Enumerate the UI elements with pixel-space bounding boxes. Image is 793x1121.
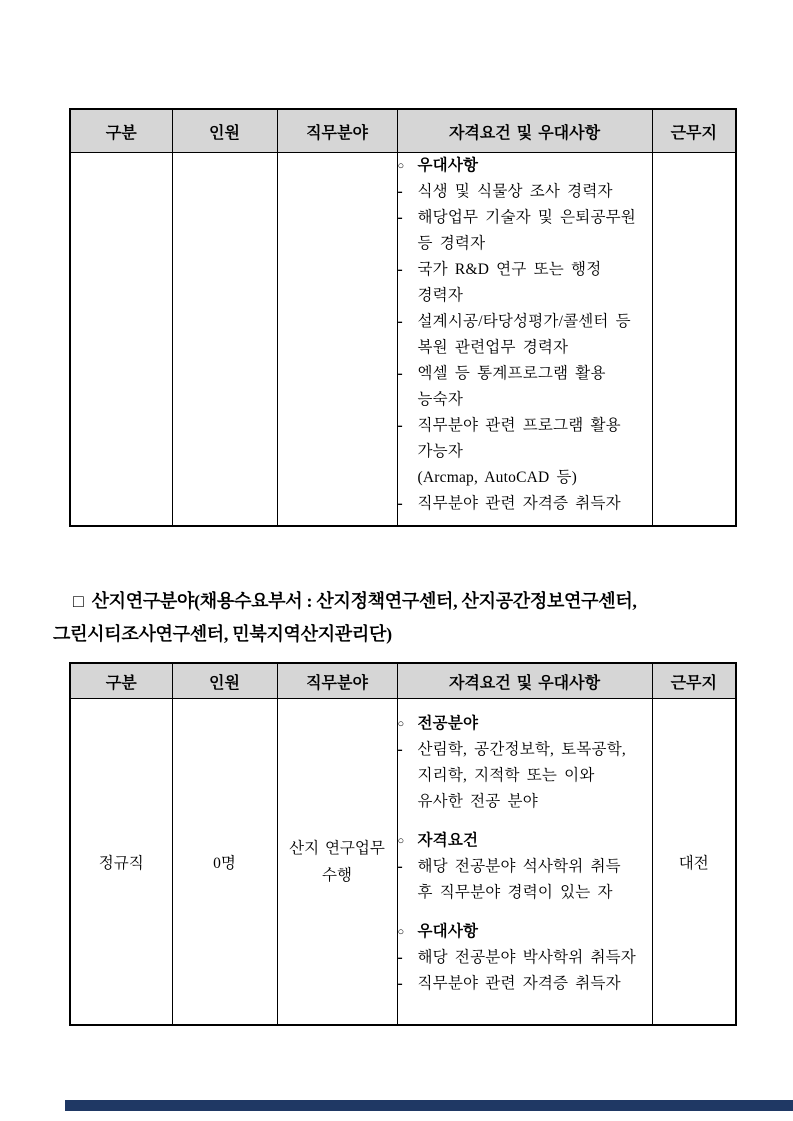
qual-line: - 해당 전공분야 석사학위 취득 xyxy=(398,854,652,880)
dash-marker: - xyxy=(397,417,403,434)
table-header-row xyxy=(70,663,736,699)
col-header-qualifications: 자격요건 및 우대사항 xyxy=(397,663,652,699)
qual-line: - 해당 전공분야 박사학위 취득자 xyxy=(398,945,652,971)
qual-line: - 해당업무 기술자 및 은퇴공무원 xyxy=(398,205,652,231)
duty-cell xyxy=(277,153,397,527)
square-bullet-icon: □ xyxy=(73,591,84,611)
qual-section-heading xyxy=(398,153,652,179)
section-heading-line2: 그린시티조사연구센터, 민북지역산지관리단) xyxy=(53,624,392,644)
table-header-row xyxy=(70,109,736,153)
qual-line: 능숙자 xyxy=(417,391,464,408)
qual-line: 경력자 xyxy=(417,287,464,304)
workplace-cell xyxy=(652,153,736,527)
circle-marker: ○ xyxy=(397,835,405,847)
dash-marker: - xyxy=(397,313,403,330)
qual-line: - 직무분야 관련 자격증 취득자 xyxy=(398,971,652,997)
qual-section-title: 자격요건 xyxy=(417,832,479,849)
circle-marker: ○ xyxy=(397,718,405,730)
category-cell xyxy=(70,153,172,527)
table-continued xyxy=(69,108,737,527)
headcount-cell xyxy=(172,153,277,527)
headcount-cell: 0명 xyxy=(172,699,277,1026)
dash-marker: - xyxy=(397,365,403,382)
col-header-duty: 직무분야 xyxy=(277,663,397,699)
footer-bar xyxy=(65,1100,793,1111)
col-header-workplace: 근무지 xyxy=(652,109,736,153)
col-header-duty: 직무분야 xyxy=(277,109,397,153)
qual-line: - 식생 및 식물상 조사 경력자 xyxy=(398,179,652,205)
dash-marker: - xyxy=(397,975,403,992)
duty-line1: 산지 연구업무 xyxy=(289,839,385,857)
col-header-workplace: 근무지 xyxy=(652,663,736,699)
dash-marker: - xyxy=(397,858,403,875)
qual-line: - 설계시공/타당성평가/콜센터 등 xyxy=(398,309,652,335)
category-cell: 정규직 xyxy=(70,699,172,1026)
qual-section-title: 전공분야 xyxy=(417,715,479,732)
qual-line: - 엑셀 등 통계프로그램 활용 xyxy=(398,361,652,387)
qual-section-title: 우대사항 xyxy=(417,157,479,174)
duty-line2: 수행 xyxy=(322,866,352,884)
qual-line: 가능자 xyxy=(417,443,464,460)
qual-line: (Arcmap, AutoCAD 등) xyxy=(417,469,578,486)
qual-line: - 직무분야 관련 프로그램 활용 xyxy=(398,413,652,439)
table-row xyxy=(70,153,736,527)
qual-line: - 산림학, 공간정보학, 토목공학, xyxy=(398,737,652,763)
dash-marker: - xyxy=(397,261,403,278)
qual-line: 등 경력자 xyxy=(417,235,486,252)
dash-marker: - xyxy=(397,741,403,758)
qualifications-cell xyxy=(397,699,652,1026)
qual-line: - 국가 R&D 연구 또는 행정 xyxy=(398,257,652,283)
qual-section-heading xyxy=(398,711,652,737)
workplace-cell: 대전 xyxy=(652,699,736,1026)
section-heading-line1: □ 산지연구분야(채용수요부서 : 산지정책연구센터, 산지공간정보연구센터, xyxy=(73,591,637,611)
qual-section-title: 우대사항 xyxy=(417,923,479,940)
qual-line: 유사한 전공 분야 xyxy=(417,793,538,810)
circle-marker: ○ xyxy=(397,160,405,172)
qual-section-heading xyxy=(398,919,652,945)
qual-line: 후 직무분야 경력이 있는 자 xyxy=(417,884,613,901)
col-header-headcount: 인원 xyxy=(172,109,277,153)
dash-marker: - xyxy=(397,183,403,200)
qual-section-heading xyxy=(398,828,652,854)
section-heading xyxy=(53,585,769,651)
col-header-qualifications: 자격요건 및 우대사항 xyxy=(397,109,652,153)
col-header-category: 구분 xyxy=(70,109,172,153)
qualifications-cell xyxy=(397,153,652,527)
dash-marker: - xyxy=(397,209,403,226)
qual-line: 지리학, 지적학 또는 이와 xyxy=(417,767,595,784)
table-main xyxy=(69,662,737,1026)
duty-cell xyxy=(277,699,397,1026)
dash-marker: - xyxy=(397,495,403,512)
dash-marker: - xyxy=(397,949,403,966)
table-row xyxy=(70,699,736,1026)
col-header-headcount: 인원 xyxy=(172,663,277,699)
qual-line: 복원 관련업무 경력자 xyxy=(417,339,569,356)
qual-line: - 직무분야 관련 자격증 취득자 xyxy=(398,491,652,517)
circle-marker: ○ xyxy=(397,926,405,938)
col-header-category: 구분 xyxy=(70,663,172,699)
